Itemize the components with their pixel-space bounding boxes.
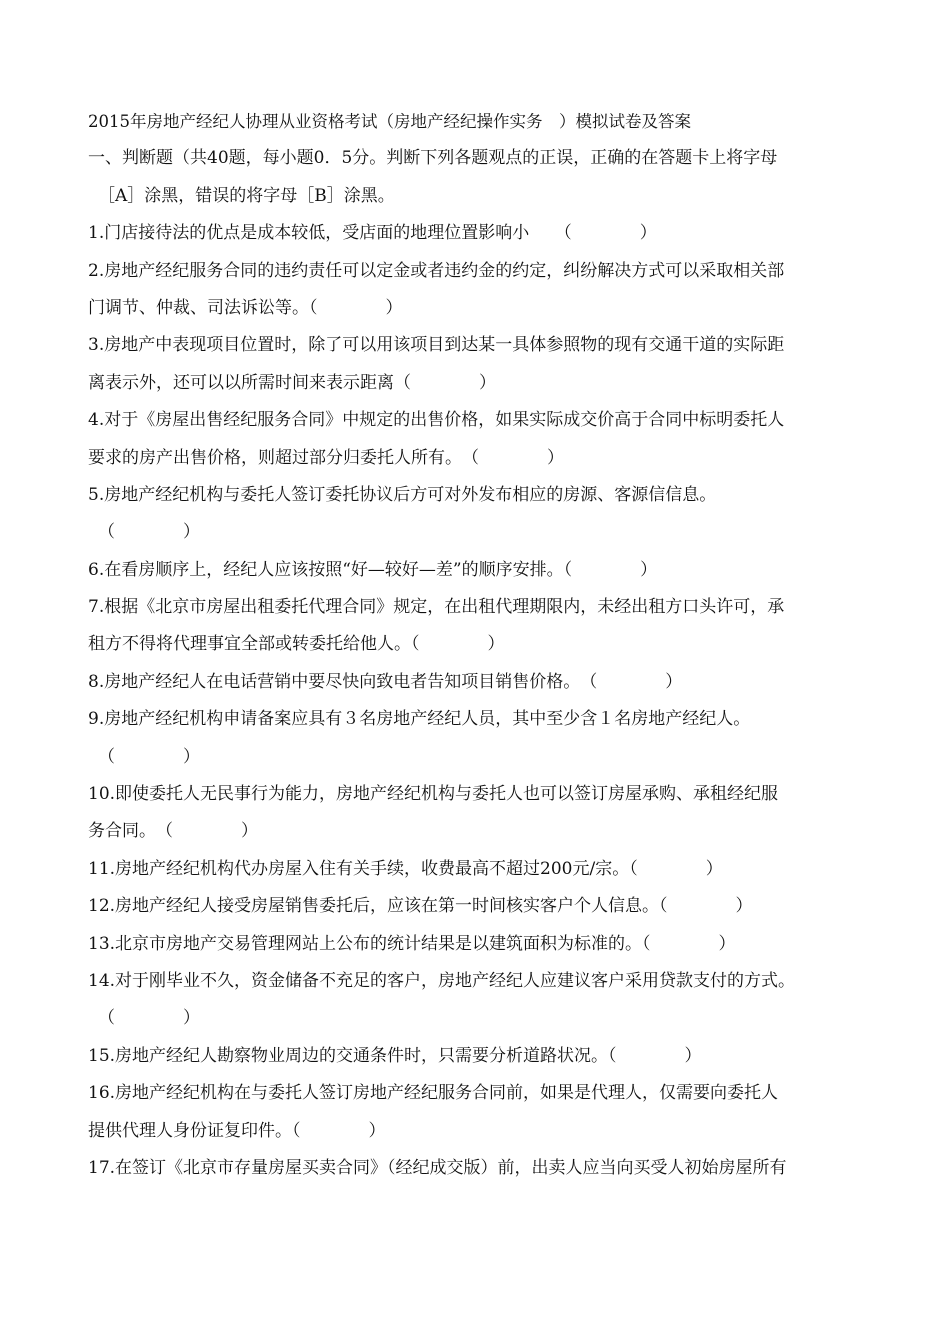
question-8 xyxy=(88,664,874,701)
question-line: 15.房地产经纪人勘察物业周边的交通条件时，只需要分析道路状况。（ ） xyxy=(88,1045,702,1066)
question-3 xyxy=(88,327,874,402)
section-heading xyxy=(88,140,874,215)
question-5 xyxy=(88,477,874,552)
question-line: 13.北京市房地产交易管理网站上公布的统计结果是以建筑面积为标准的。（ ） xyxy=(88,933,736,954)
question-line: 门调节、仲裁、司法诉讼等。（ ） xyxy=(88,297,403,318)
question-10 xyxy=(88,776,874,851)
question-line: 5.房地产经纪机构与委托人签订委托协议后方可对外发布相应的房源、客源信信息。 xyxy=(88,484,717,505)
question-line: （ ） xyxy=(98,522,200,543)
question-4 xyxy=(88,402,874,477)
question-line: 1.门店接待法的优点是成本较低，受店面的地理位置影响小 （ ） xyxy=(88,223,657,244)
question-line: 务合同。 （ ） xyxy=(88,821,258,842)
question-line: 14.对于刚毕业不久，资金储备不充足的客户，房地产经纪人应建议客户采用贷款支付的方式。 xyxy=(88,970,796,991)
question-16 xyxy=(88,1075,874,1150)
question-line: 12.房地产经纪人接受房屋销售委托后，应该在第一时间核实客户个人信息。（ ） xyxy=(88,896,753,917)
document-title: 2015年房地产经纪人协理从业资格考试（房地产经纪操作实务 ）模拟试卷及答案 xyxy=(88,112,691,131)
question-17 xyxy=(88,1150,874,1187)
section-heading-line: ［A］涂黑，错误的将字母［B］涂黑。 xyxy=(98,185,395,206)
question-line: 4.对于《房屋出售经纪服务合同》中规定的出售价格，如果实际成交价高于合同中标明委托人 xyxy=(88,410,785,431)
question-12 xyxy=(88,888,874,925)
question-11 xyxy=(88,851,874,888)
question-line: 9.房地产经纪机构申请备案应具有３名房地产经纪人员，其中至少含１名房地产经纪人。 xyxy=(88,709,751,730)
question-line: 17.在签订《北京市存量房屋买卖合同》（经纪成交版）前，出卖人应当向买受人初始房屋所有 xyxy=(88,1157,787,1178)
question-line: 11.房地产经纪机构代办房屋入住有关手续，收费最高不超过200元/宗。（ ） xyxy=(88,858,723,879)
question-line: 7.根据《北京市房屋出租委托代理合同》规定，在出租代理期限内，未经出租方口头许可，承 xyxy=(88,597,785,618)
question-6 xyxy=(88,552,874,589)
question-line: （ ） xyxy=(98,1008,200,1029)
question-line: 要求的房产出售价格，则超过部分归委托人所有。 （ ） xyxy=(88,447,564,468)
question-line: 8.房地产经纪人在电话营销中要尽快向致电者告知项目销售价格。 （ ） xyxy=(88,671,683,692)
section-heading-line: 一、判断题（共40题，每小题0．5分。判断下列各题观点的正误，正确的在答题卡上将字母 xyxy=(88,148,778,169)
question-2 xyxy=(88,253,874,328)
question-9 xyxy=(88,701,874,776)
question-14 xyxy=(88,963,874,1038)
question-line: 10.即使委托人无民事行为能力，房地产经纪机构与委托人也可以签订房屋承购、承租经纪服 xyxy=(88,784,779,805)
question-line: 提供代理人身份证复印件。（ ） xyxy=(88,1120,386,1141)
question-line: 租方不得将代理事宜全部或转委托给他人。（ ） xyxy=(88,634,505,655)
question-line: （ ） xyxy=(98,746,200,767)
question-13 xyxy=(88,926,874,963)
question-line: 离表示外，还可以以所需时间来表示距离（ ） xyxy=(88,372,496,393)
question-line: 3.房地产中表现项目位置时，除了可以用该项目到达某一具体参照物的现有交通干道的实际距 xyxy=(88,335,785,356)
question-line: 16.房地产经纪机构在与委托人签订房地产经纪服务合同前，如果是代理人，仅需要向委托人 xyxy=(88,1083,779,1104)
question-line: 2.房地产经纪服务合同的违约责任可以定金或者违约金的约定，纠纷解决方式可以采取相关部 xyxy=(88,260,785,281)
document-body xyxy=(88,103,874,1187)
question-1 xyxy=(88,215,874,252)
question-7 xyxy=(88,589,874,664)
question-line: 6.在看房顺序上，经纪人应该按照“好—较好—差”的顺序安排。（ ） xyxy=(88,559,658,580)
question-15 xyxy=(88,1038,874,1075)
